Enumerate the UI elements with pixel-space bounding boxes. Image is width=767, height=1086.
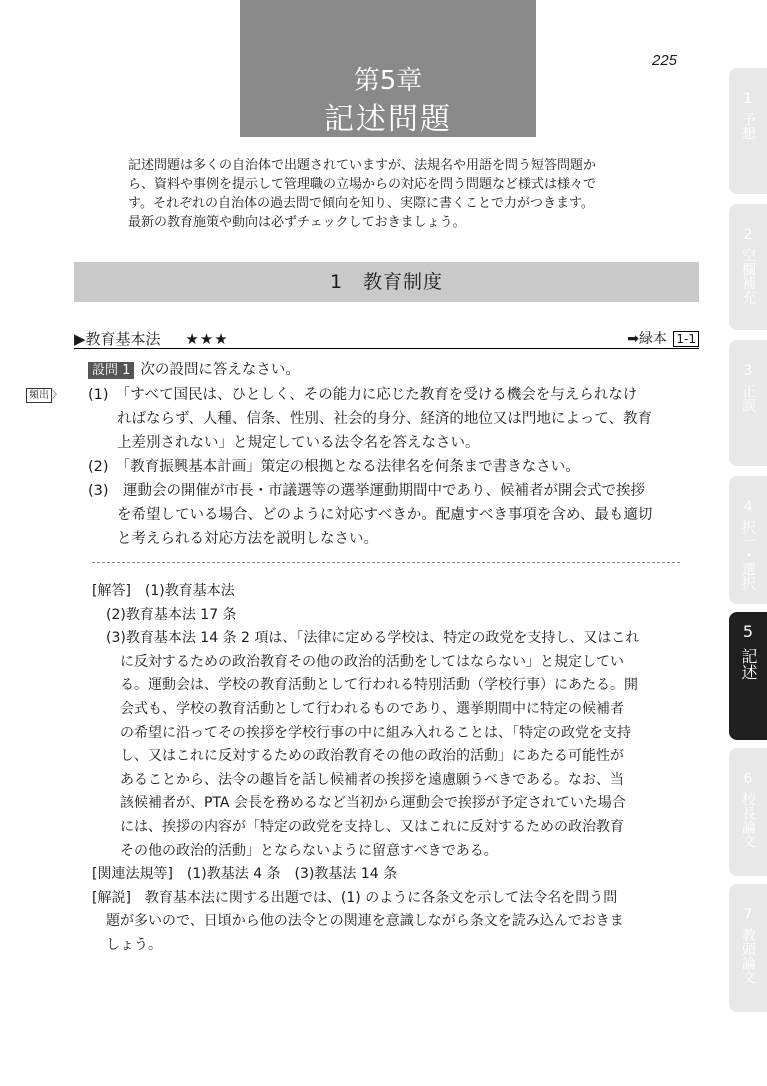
question-block xyxy=(88,358,688,551)
intro-line: 最新の教育施策や動向は必ずチェックしておきましょう。 xyxy=(128,215,466,230)
tab-number: 4 xyxy=(743,499,753,515)
answer-line: には、挨拶の内容が「特定の政党を支持し、又はこれに反対するための政治教育 xyxy=(92,818,624,835)
chapter-title: 記述問題 xyxy=(324,102,452,137)
question-line: を希望している場合、どのように対応すべきか。配慮すべき事項を含め、最も適切 xyxy=(88,507,653,523)
section-heading: 1 教育制度 xyxy=(74,262,699,302)
answer-line: に反対するための政治教育その他の政治的活動をしてはならない」と規定してい xyxy=(92,653,624,670)
question-line: ればならず、人種、信条、性別、社会的身分、経済的地位又は門地によって、教育 xyxy=(88,411,653,427)
tab-number: 2 xyxy=(743,227,753,243)
arrow-icon: 〉 xyxy=(52,390,62,401)
question-prompt: 次の設問に答えなさい。 xyxy=(140,362,300,378)
question-header xyxy=(88,358,688,383)
question-line: (1) 「すべて国民は、ひとしく、その能力に応じた教育を受ける機会を与えられなけ xyxy=(88,387,638,403)
frequent-label: 頻出 xyxy=(26,388,52,403)
tab-chapter-2[interactable] xyxy=(729,204,767,330)
tab-label: 正誤 xyxy=(740,384,756,412)
tab-chapter-1[interactable] xyxy=(729,68,767,194)
related-laws: [関連法規等] (1)教基法 4 条 (3)教基法 14 条 xyxy=(92,866,398,883)
topic-title: ▶教育基本法 xyxy=(74,330,161,348)
tab-chapter-5-active[interactable] xyxy=(729,612,767,740)
tab-number: 1 xyxy=(743,91,753,107)
explanation-line: [解説] 教育基本法に関する出題では、(1) のように各条文を示して法令名を問う問 xyxy=(92,889,618,906)
answer-line: し、又はこれに反対するための政治教育その他の政治的活動」にあたる可能性が xyxy=(92,748,624,765)
divider xyxy=(92,562,680,563)
frequent-badge xyxy=(26,386,88,402)
difficulty-stars: ★★★ xyxy=(185,330,229,348)
answer-line: 該候補者が、PTA 会長を務めるなど当初から運動会で挨拶が予定されていた場合 xyxy=(92,795,626,812)
answer-line: (3)教育基本法 14 条 2 項は、「法律に定める学校は、特定の政党を支持し、又はこれ xyxy=(92,630,640,647)
answer-line: (2)教育基本法 17 条 xyxy=(92,606,237,623)
intro-line: す。それぞれの自治体の過去問で傾向を知り、実際に書くことで力がつきます。 xyxy=(128,196,594,211)
answer-line: の希望に沿ってその挨拶を学校行事の中に組み入れることは、「特定の政党を支持 xyxy=(92,724,631,741)
answer-line: る。運動会は、学校の教育活動として行われる特別活動（学校行事）にあたる。開 xyxy=(92,677,638,694)
tab-chapter-3[interactable] xyxy=(729,340,767,466)
tab-label: 予想 xyxy=(740,112,756,140)
question-line: と考えられる対応方法を説明しなさい。 xyxy=(88,531,378,547)
tab-label: 空欄補充 xyxy=(740,248,756,304)
reference xyxy=(627,328,699,348)
answer-line: 会式も、学校の教育活動として行われるものであり、選挙期間中に特定の候補者 xyxy=(92,700,624,717)
tab-number: 7 xyxy=(743,907,753,923)
question-line: (3) 運動会の開催が市長・市議選等の選挙運動期間中であり、候補者が開会式で挨拶 xyxy=(88,483,646,499)
tab-number: 3 xyxy=(743,363,753,379)
reference-box: 1-1 xyxy=(673,331,699,347)
tab-label: 択一・選択 xyxy=(740,520,756,590)
explanation-line: 題が多いので、日頃から他の法令との関連を意識しながら条文を読み込んでおきま xyxy=(92,913,624,930)
answer-line: あることから、法令の趣旨を話し候補者の挨拶を遠慮願うべきである。なお、当 xyxy=(92,771,624,788)
intro-line: 記述問題は多くの自治体で出題されていますが、法規名や用語を問う短答問題か xyxy=(128,158,597,173)
chapter-number: 第5章 xyxy=(353,66,423,96)
topic-header xyxy=(74,328,699,349)
page-number: 225 xyxy=(652,52,678,69)
tab-number: 6 xyxy=(743,771,753,787)
tab-chapter-4[interactable] xyxy=(729,476,767,604)
chapter-header xyxy=(240,0,536,137)
question-label: 設問 1 xyxy=(88,362,134,379)
explanation-line: しょう。 xyxy=(92,936,162,953)
question-line: (2) 「教育振興基本計画」策定の根拠となる法律名を何条まで書きなさい。 xyxy=(88,459,580,475)
topic-title-group xyxy=(74,328,229,349)
chapter-intro xyxy=(128,156,658,232)
tab-chapter-6[interactable] xyxy=(729,748,767,876)
tab-chapter-7[interactable] xyxy=(729,884,767,1012)
answer-line: [解答] (1)教育基本法 xyxy=(92,583,235,599)
reference-prefix: ➡緑本 xyxy=(627,331,667,347)
answer-block xyxy=(92,580,692,958)
tab-label: 教頭論文 xyxy=(740,928,756,984)
question-line: 上差別されない」と規定している法令名を答えなさい。 xyxy=(88,435,480,451)
answer-line: その他の政治的活動」とならないように留意すべきである。 xyxy=(92,842,498,859)
tab-label: 校長論文 xyxy=(740,792,756,848)
tab-number: 5 xyxy=(742,622,754,641)
tab-label: 記述 xyxy=(739,648,758,680)
intro-line: ら、資料や事例を提示して管理職の立場からの対応を問う問題など様式は様々で xyxy=(128,177,597,192)
